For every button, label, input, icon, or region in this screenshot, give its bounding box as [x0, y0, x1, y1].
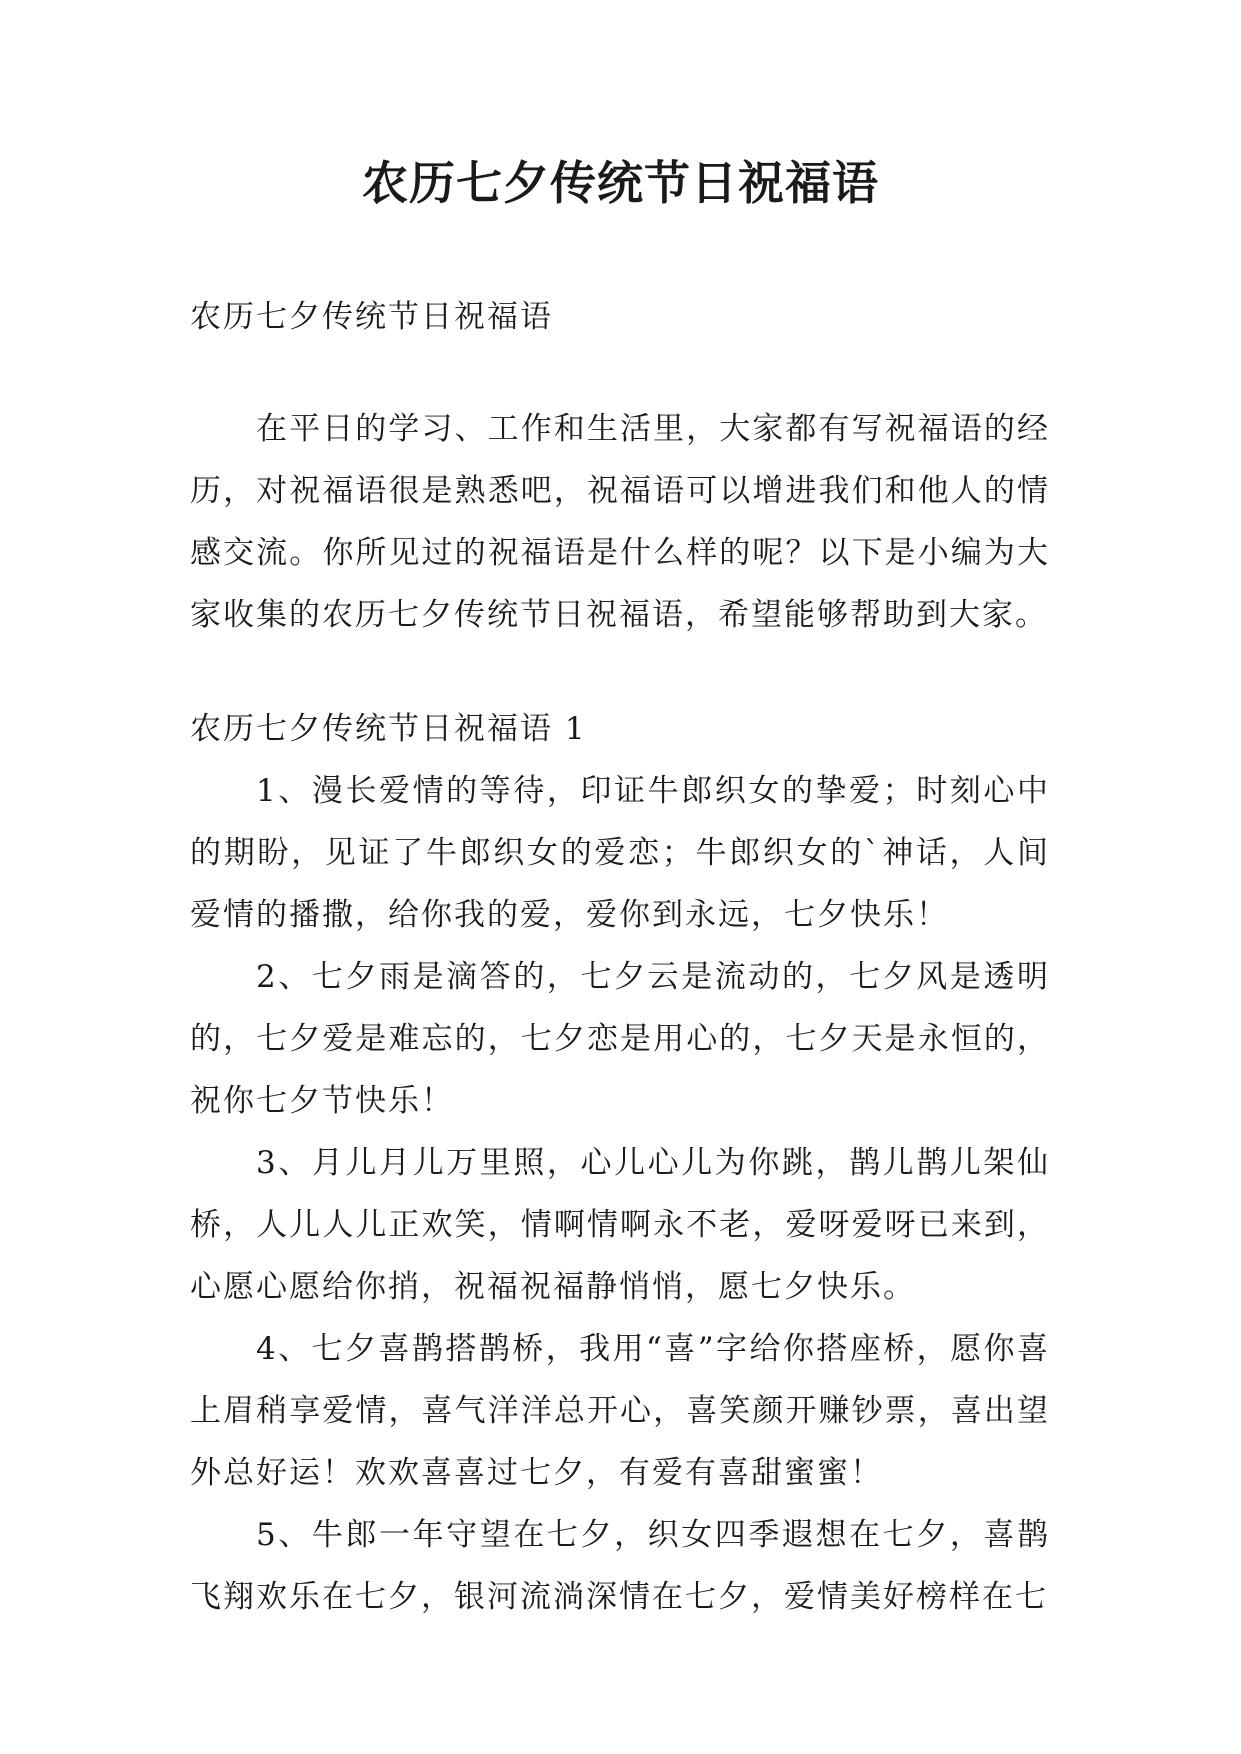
document-subtitle: 农历七夕传统节日祝福语	[190, 299, 553, 335]
document-title: 农历七夕传统节日祝福语	[362, 156, 879, 210]
greeting-item-4: 4、七夕喜鹊搭鹊桥，我用“喜”字给你搭座桥，愿你喜上眉稍享爱情，喜气洋洋总开心，喜笑颜开赚钞票，喜出望外总好运！欢欢喜喜过七夕，有爱有喜甜蜜蜜！	[190, 1331, 1050, 1491]
greeting-item-5: 5、牛郎一年守望在七夕，织女四季遐想在七夕，喜鹊飞翔欢乐在七夕，银河流淌深情在七夕，爱情美好榜样在七	[190, 1517, 1050, 1615]
greeting-item-2: 2、七夕雨是滴答的，七夕云是流动的，七夕风是透明的，七夕爱是难忘的，七夕恋是用心的，七夕天是永恒的，祝你七夕节快乐！	[190, 959, 1050, 1119]
section-heading: 农历七夕传统节日祝福语 1	[190, 711, 587, 747]
document-body	[190, 286, 1050, 1628]
greeting-item-1: 1、漫长爱情的等待，印证牛郎织女的挚爱；时刻心中的期盼，见证了牛郎织女的爱恋；牛郎织女的`神话，人间爱情的播撒，给你我的爱，爱你到永远，七夕快乐！	[190, 773, 1050, 933]
greeting-item-3: 3、月儿月儿万里照，心儿心儿为你跳，鹊儿鹊儿架仙桥，人儿人儿正欢笑，情啊情啊永不老，爱呀爱呀已来到，心愿心愿给你捎，祝福祝福静悄悄，愿七夕快乐。	[190, 1145, 1050, 1305]
intro-paragraph: 在平日的学习、工作和生活里，大家都有写祝福语的经历，对祝福语很是熟悉吧，祝福语可以增进我们和他人的情感交流。你所见过的祝福语是什么样的呢？以下是小编为大家收集的农历七夕传统节日祝福语，希望能够帮助到大家。	[190, 411, 1050, 633]
